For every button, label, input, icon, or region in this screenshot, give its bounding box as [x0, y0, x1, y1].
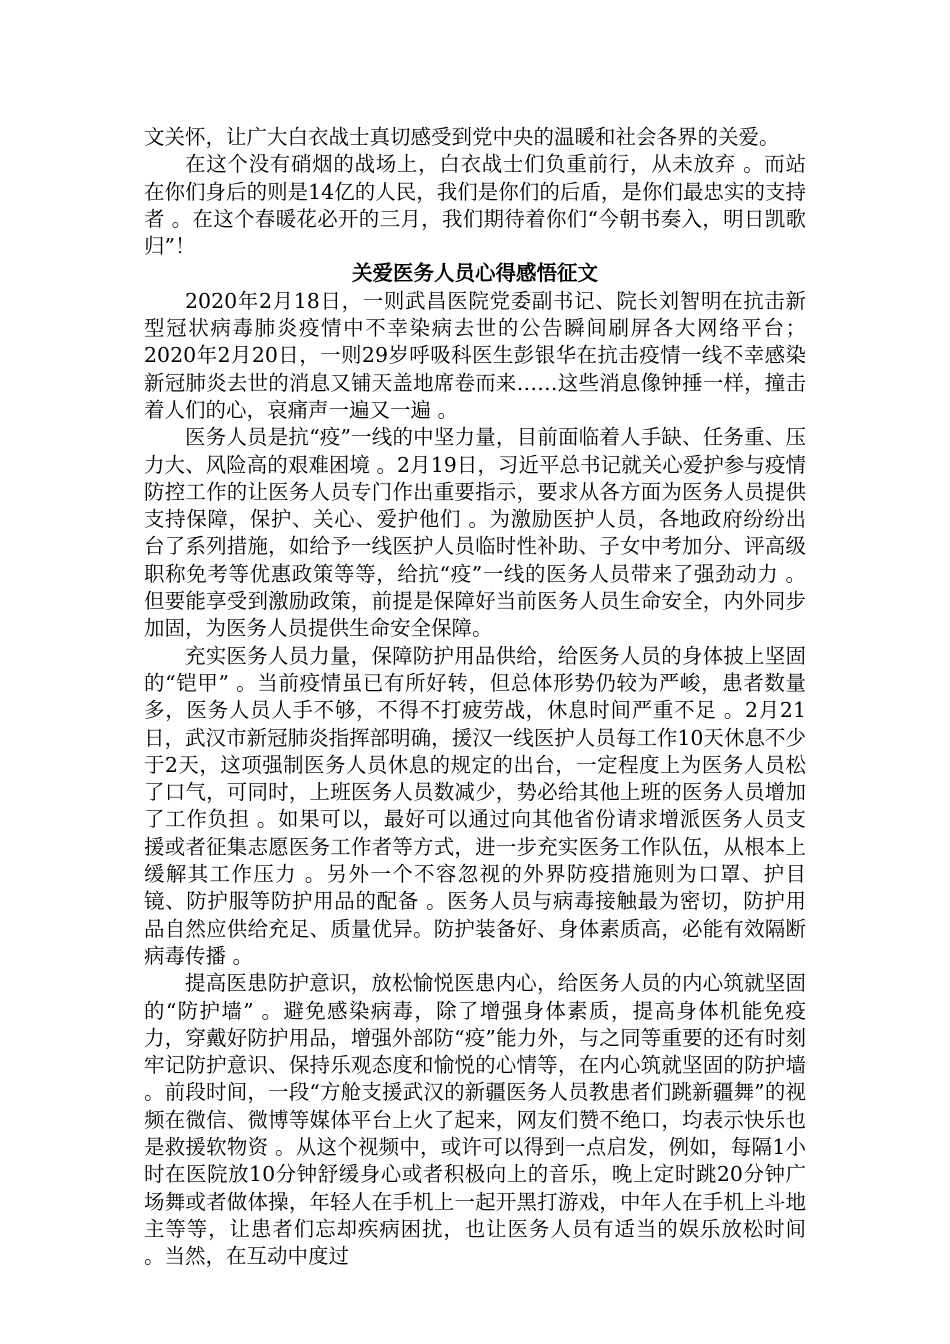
body-paragraph-4: 提高医患防护意识，放松愉悦医患内心，给医务人员的内心筑就坚固的“防护墙” 。避免感染病毒，除了增强身体素质，提高身体机能免疫力，穿戴好防护用品，增强外部防“疫”能力外，与之同等重要的还有时刻牢记防护意识、保持乐观态度和愉悦的心情等，在内心筑就坚固的防护墙 。前段时间，一段“方舱支援武汉的新疆医务人员教患者们跳新疆舞”的视频在微信、微博等媒体平台上火了起来，网友们赞不绝口，均表示快乐也是救援软物资 。从这个视频中，或许可以得到一点启发，例如，每隔1小时在医院放10分钟舒缓身心或者积极向上的音乐，晚上定时跳20分钟广场舞或者做体操，年轻人在手机上一起开黑打游戏，中年人在手机上斗地主等等，让患者们忘却疾病困扰，也让医务人员有适当的娱乐放松时间 。当然，在互动中度过 — [144, 971, 806, 1269]
body-paragraph-3: 充实医务人员力量，保障防护用品供给，给医务人员的身体披上坚固的“铠甲” 。当前疫情虽已有所好转，但总体形势仍较为严峻，患者数量多，医务人员人手不够，不得不打疲劳战，休息时间严重不足 。2月21日，武汉市新冠肺炎指挥部明确，援汉一线医护人员每工作10天休息不少于2天，这项强制医务人员休息的规定的出台，一定程度上为医务人员松了口气，可同时，上班医务人员数减少，势必给其他上班的医务人员增加了工作负担 。如果可以，最好可以通过向其他省份请求增派医务人员支援或者征集志愿医务工作者等方式，进一步充实医务工作队伍，从根本上缓解其工作压力 。另外一个不容忽视的外界防疫措施则为口罩、护目镜、防护服等防护用品的配备 。医务人员与病毒接触最为密切，防护用品自然应供给充足、质量优异。防护装备好、身体素质高，必能有效隔断病毒传播 。 — [144, 643, 806, 968]
closing-paragraph: 在这个没有硝烟的战场上，白衣战士们负重前行，从未放弃 。而站在你们身后的则是14亿的人民，我们是你们的后盾，是你们最忠实的支持者 。在这个春暖花必开的三月，我们期待着你们“今朝书奏入，明日凯歌归”！ — [144, 152, 806, 259]
body-paragraph-1: 2020年2月18日，一则武昌医院党委副书记、院长刘智明在抗击新型冠状病毒肺炎疫情中不幸染病去世的公告瞬间刷屏各大网络平台；2020年2月20日，一则29岁呼吸科医生彭银华在抗击疫情一线不幸感染新冠肺炎去世的消息又铺天盖地席卷而来……这些消息像钟捶一样，撞击着人们的心，哀痛声一遍又一遍 。 — [144, 288, 806, 422]
continuation-paragraph: 文关怀，让广大白衣战士真切感受到党中央的温暖和社会各界的关爱。 — [144, 125, 780, 149]
essay-title: 关爱医务人员心得感悟征文 — [352, 261, 598, 286]
document-page — [144, 124, 806, 1270]
body-paragraph-2: 医务人员是抗“疫”一线的中坚力量，目前面临着人手缺、任务重、压力大、风险高的艰难困境 。2月19日，习近平总书记就关心爱护参与疫情防控工作的让医务人员专门作出重要指示，要求从各方面为医务人员提供支持保障，保护、关心、爱护他们 。为激励医护人员，各地政府纷纷出台了系列措施，如给予一线医护人员临时性补助、子女中考加分、评高级职称免考等优惠政策等等，给抗“疫”一线的医务人员带来了强劲动力 。但要能享受到激励政策，前提是保障好当前医务人员生命安全，内外同步加固，为医务人员提供生命安全保障。 — [144, 425, 806, 641]
